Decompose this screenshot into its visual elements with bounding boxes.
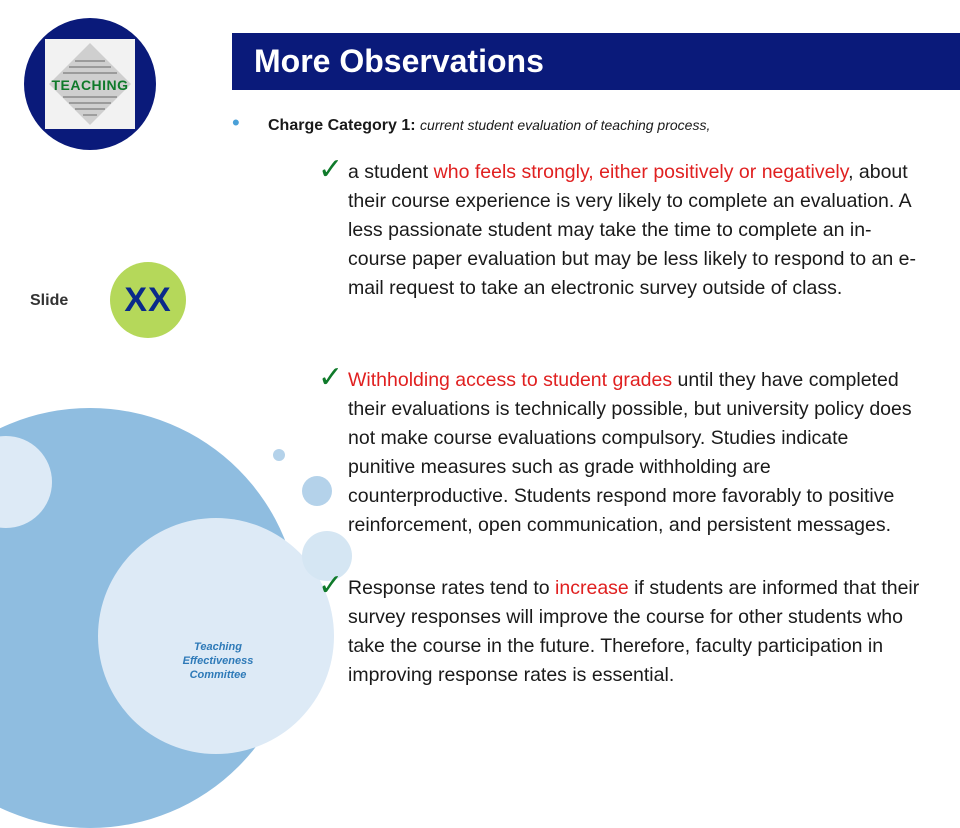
- page-title: More Observations: [254, 43, 544, 79]
- decorative-dot: [302, 476, 332, 506]
- teaching-logo: [45, 39, 135, 129]
- decorative-dot: [273, 449, 285, 461]
- charge-category-heading: Charge Category 1:: [268, 117, 416, 134]
- highlighted-text: Withholding access to student grades: [348, 369, 673, 391]
- logo-word: TEACHING: [51, 77, 129, 93]
- slide-number: XX: [124, 280, 172, 319]
- highlighted-text: who feels strongly, either positively or negatively: [433, 161, 849, 183]
- text-segment: a student: [348, 161, 434, 183]
- slide-label: Slide: [30, 292, 69, 309]
- highlighted-text: increase: [555, 577, 629, 599]
- observation-text: [348, 366, 920, 540]
- text-segment: , about their course experience is very likely to complete an evaluation. A less passionate student may take the time to complete an in-course paper evaluation but may be less likely to respond to an e-mail request to take an electronic survey outside of class.: [348, 161, 916, 299]
- charge-category: [268, 117, 710, 135]
- checkmark-icon: ✓: [318, 360, 344, 395]
- checkmark-icon: ✓: [318, 568, 344, 603]
- observation-text: [348, 158, 920, 303]
- committee-line: Committee: [189, 669, 247, 681]
- committee-line: Teaching: [194, 641, 242, 653]
- text-segment: until they have completed their evaluations is technically possible, but university policy does not make course evaluations compulsory. Studies indicate punitive measures such as grade withholding are counterproductive. Students respond more favorably to positive reinforcement, open communication, and persistent messages.: [348, 369, 912, 536]
- slide-number-badge: [110, 262, 186, 338]
- checkmark-icon: ✓: [318, 152, 344, 187]
- observation-text: [348, 574, 920, 690]
- bullet-icon: •: [232, 110, 240, 135]
- text-segment: Response rates tend to: [348, 577, 556, 599]
- committee-name: [148, 640, 288, 682]
- title-bar: [232, 33, 960, 90]
- committee-line: Effectiveness: [182, 655, 254, 667]
- text-segment: if students are informed that their survey responses will improve the course for other students who take the course in the future. Therefore, faculty participation in improving response rates is essential.: [348, 577, 920, 686]
- decorative-circle-light: [98, 518, 334, 754]
- charge-category-detail: current student evaluation of teaching process,: [420, 117, 711, 133]
